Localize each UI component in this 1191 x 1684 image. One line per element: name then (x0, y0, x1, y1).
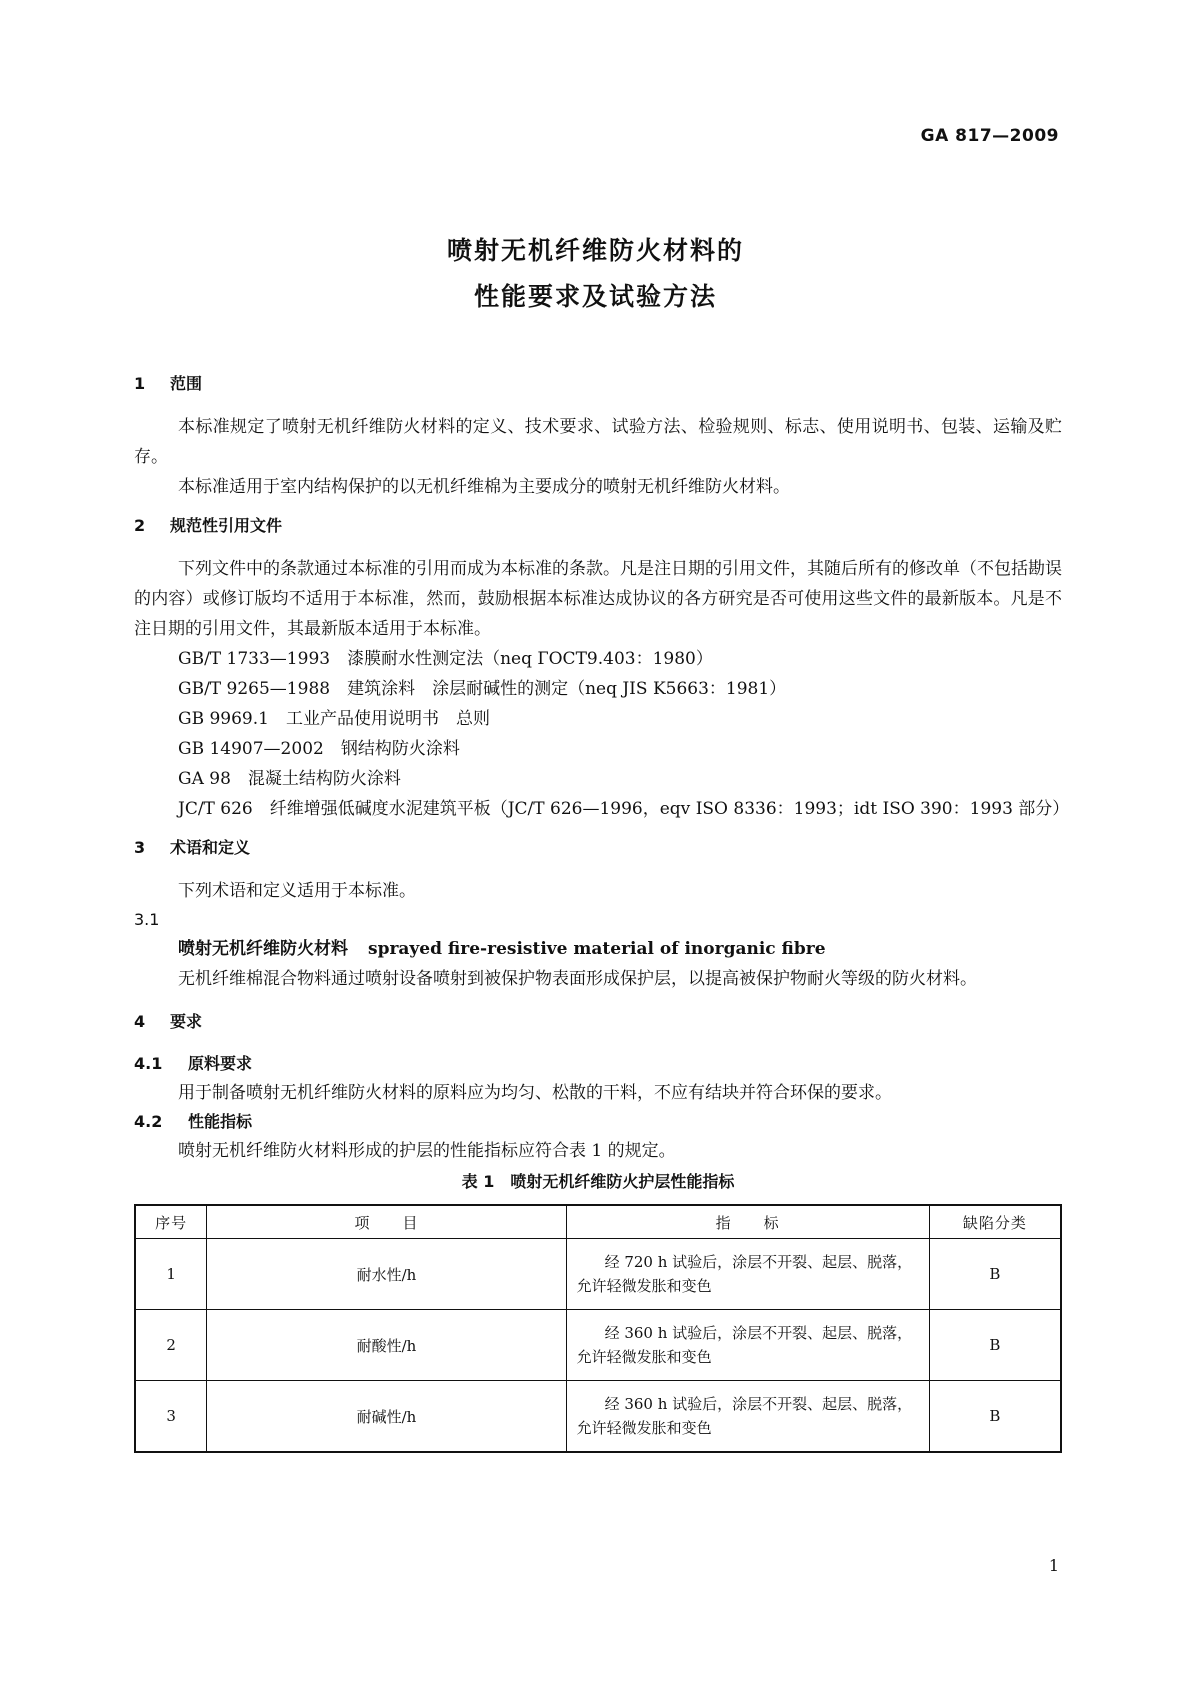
cell-defect-class: B (929, 1310, 1061, 1381)
term-entry (134, 934, 1062, 964)
clause-title: 原料要求 (188, 1054, 253, 1073)
cell-indicator (566, 1310, 929, 1381)
paragraph: 本标准适用于室内结构保护的以无机纤维棉为主要成分的喷射无机纤维防火材料。 (178, 477, 790, 497)
table-caption: 表 1 喷射无机纤维防火护层性能指标 (461, 1172, 735, 1191)
clause-title: 性能指标 (188, 1112, 253, 1131)
indicator-text: 允许轻微发胀和变色 (576, 1348, 712, 1366)
table-header-row (135, 1205, 1061, 1239)
column-header-item: 项 目 (207, 1205, 566, 1239)
term-english: sprayed fire-resistive material of inorganic fibre (368, 939, 826, 959)
reference-item: JC/T 626 纤维增强低碱度水泥建筑平板（JC/T 626—1996，eqv ISO 8336：1993；idt ISO 390：1993 部分） (178, 799, 1070, 819)
section-heading-normative-references (134, 512, 1062, 540)
section-heading-requirements (134, 1008, 1062, 1036)
section-number: 2 (134, 516, 146, 535)
reference-item: GB 14907—2002 钢结构防火涂料 (178, 739, 460, 759)
column-header-no: 序号 (135, 1205, 207, 1239)
column-header-defect-class: 缺陷分类 (929, 1205, 1061, 1239)
indicator-text: 经 360 h 试验后，涂层不开裂、起层、脱落， (604, 1395, 913, 1413)
indicator-text: 经 360 h 试验后，涂层不开裂、起层、脱落， (604, 1324, 913, 1342)
section-title: 术语和定义 (170, 838, 251, 857)
cell-no: 3 (135, 1381, 207, 1453)
cell-defect-class: B (929, 1239, 1061, 1310)
section-title: 范围 (170, 374, 203, 393)
cell-item: 耐水性/h (207, 1239, 566, 1310)
reference-item: GA 98 混凝土结构防火涂料 (178, 769, 401, 789)
clause-number: 3.1 (134, 910, 160, 929)
section-title: 规范性引用文件 (170, 516, 283, 535)
clause-number: 4.1 (134, 1054, 163, 1073)
cell-item: 耐酸性/h (207, 1310, 566, 1381)
standard-code: GA 817—2009 (920, 126, 1059, 146)
section-number: 4 (134, 1012, 146, 1031)
cell-defect-class: B (929, 1381, 1061, 1453)
reference-item: GB/T 9265—1988 建筑涂料 涂层耐碱性的测定（neq JIS K5663：1981） (178, 679, 787, 699)
term-definition: 无机纤维棉混合物料通过喷射设备喷射到被保护物表面形成保护层，以提高被保护物耐火等级的防火材料。 (178, 969, 977, 989)
subclause-heading-performance (134, 1108, 1062, 1136)
cell-item: 耐碱性/h (207, 1381, 566, 1453)
section-number: 1 (134, 374, 146, 393)
document-title-line2: 性能要求及试验方法 (473, 282, 717, 311)
document-body (134, 370, 1070, 1453)
paragraph: 本标准规定了喷射无机纤维防火材料的定义、技术要求、试验方法、检验规则、标志、使用说明书、包装、运输及贮存。 (134, 417, 1062, 467)
page-number: 1 (1048, 1556, 1059, 1575)
indicator-text: 允许轻微发胀和变色 (576, 1419, 712, 1437)
cell-indicator (566, 1239, 929, 1310)
paragraph: 喷射无机纤维防火材料形成的护层的性能指标应符合表 1 的规定。 (178, 1141, 676, 1161)
performance-table (134, 1204, 1062, 1453)
cell-no: 2 (135, 1310, 207, 1381)
reference-item: GB/T 1733—1993 漆膜耐水性测定法（neq ГОСТ9.403：1980） (178, 649, 713, 669)
document-title-line1: 喷射无机纤维防火材料的 (446, 236, 744, 265)
indicator-text: 经 720 h 试验后，涂层不开裂、起层、脱落， (604, 1253, 913, 1271)
reference-item: GB 9969.1 工业产品使用说明书 总则 (178, 709, 490, 729)
section-title: 要求 (170, 1012, 203, 1031)
paragraph: 下列术语和定义适用于本标准。 (178, 881, 416, 901)
section-number: 3 (134, 838, 146, 857)
paragraph: 下列文件中的条款通过本标准的引用而成为本标准的条款。凡是注日期的引用文件，其随后所有的修改单（不包括勘误的内容）或修订版均不适用于本标准，然而，鼓励根据本标准达成协议的各方研究是否可使用这些文件的最新版本。凡是不注日期的引用文件，其最新版本适用于本标准。 (134, 559, 1062, 639)
paragraph: 用于制备喷射无机纤维防火材料的原料应为均匀、松散的干料，不应有结块并符合环保的要求。 (178, 1083, 892, 1103)
indicator-text: 允许轻微发胀和变色 (576, 1277, 712, 1295)
table-row (135, 1381, 1061, 1453)
table-row (135, 1310, 1061, 1381)
cell-indicator (566, 1381, 929, 1453)
term-chinese: 喷射无机纤维防火材料 (178, 939, 348, 959)
subclause-heading-raw-materials (134, 1050, 1062, 1078)
column-header-indicator: 指 标 (566, 1205, 929, 1239)
cell-no: 1 (135, 1239, 207, 1310)
section-heading-scope (134, 370, 1062, 398)
table-row (135, 1239, 1061, 1310)
clause-number: 4.2 (134, 1112, 163, 1131)
section-heading-terms-definitions (134, 834, 1062, 862)
